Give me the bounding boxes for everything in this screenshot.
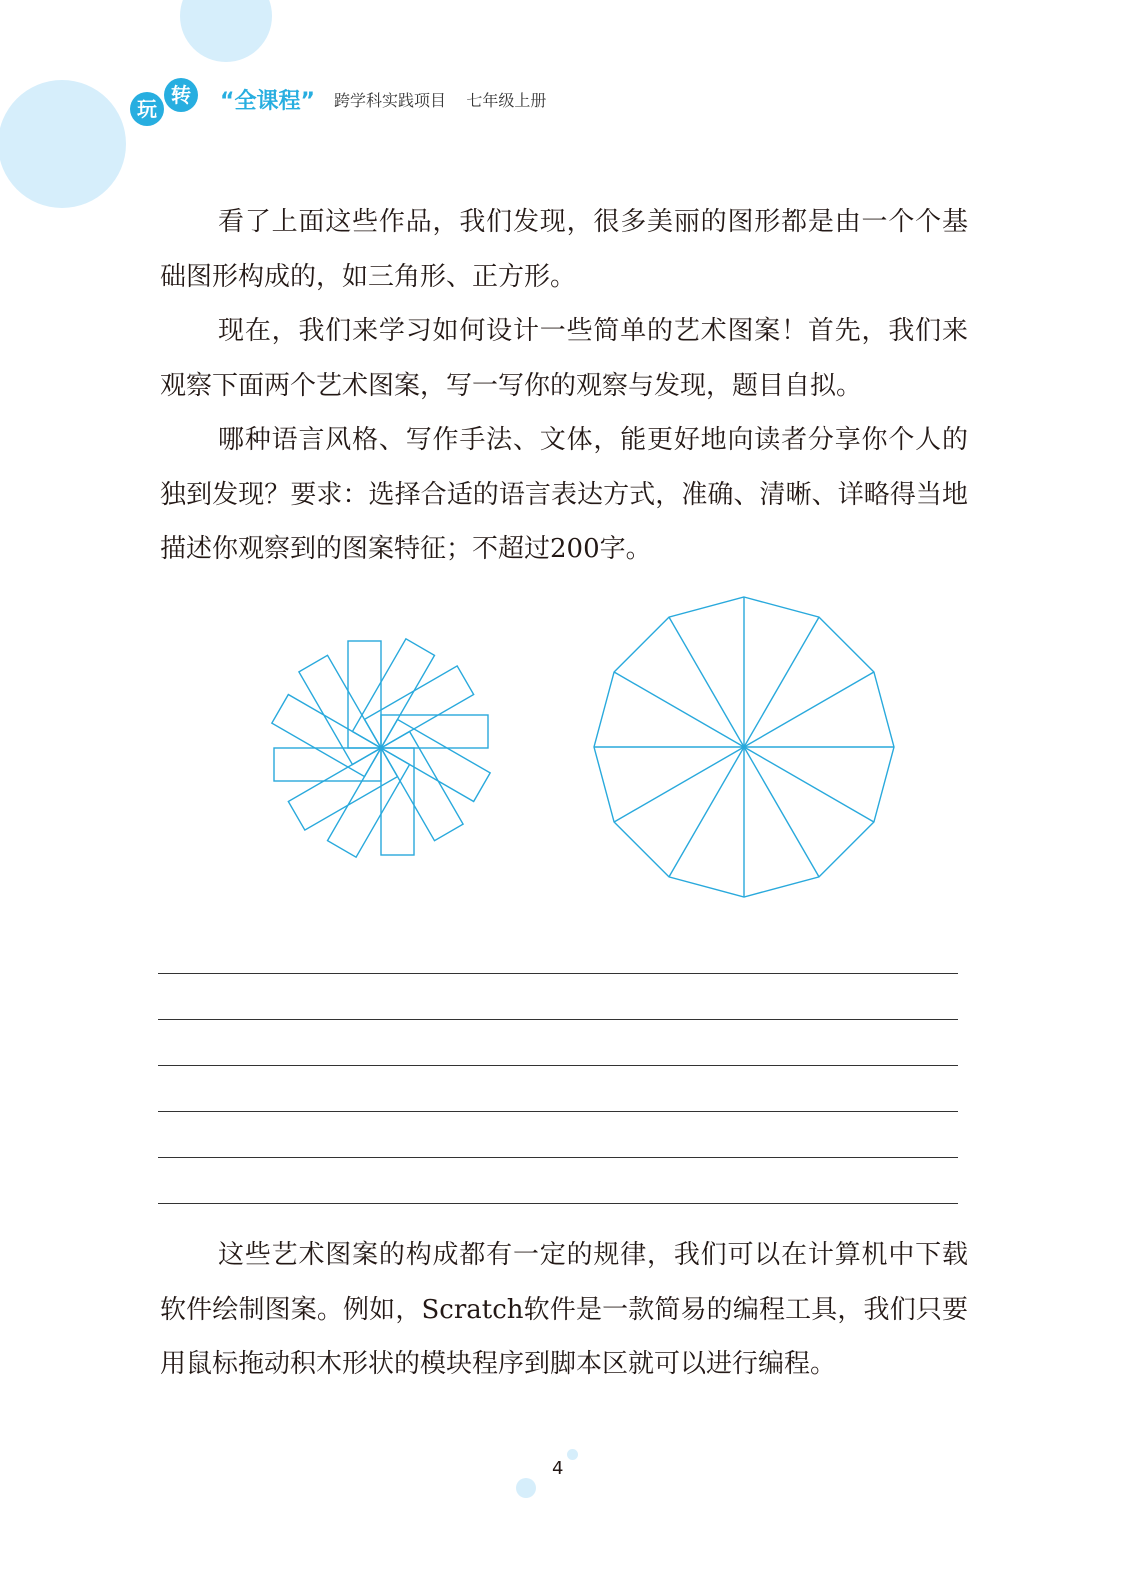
writing-line[interactable] (158, 1157, 958, 1158)
pattern-square (381, 719, 490, 801)
writing-line[interactable] (158, 1111, 958, 1112)
pattern-square (328, 748, 410, 857)
logo-char-2: 转 (164, 78, 198, 112)
decor-circle-top (180, 0, 272, 62)
writing-line[interactable] (158, 973, 958, 974)
page-number: 4 (552, 1458, 564, 1479)
writing-line[interactable] (158, 1203, 958, 1204)
writing-line[interactable] (158, 1065, 958, 1066)
decor-dot-small (567, 1449, 578, 1460)
decor-circle-large (0, 80, 126, 208)
logo-char-1: 玩 (130, 92, 164, 126)
pattern-spoke (744, 672, 874, 747)
pattern-spoke (744, 747, 874, 822)
pattern-spoke (614, 747, 744, 822)
pattern-spoke (744, 747, 819, 877)
pattern-spoke (669, 617, 744, 747)
paragraph-closing: 这些艺术图案的构成都有一定的规律，我们可以在计算机中下载软件绘制图案。例如，Scratch软件是一款简易的编程工具，我们只要用鼠标拖动积木形状的模块程序到脚本区就可以进行编程。 (160, 1240, 968, 1379)
header-brand: “全课程” (220, 89, 315, 114)
paragraph-1: 看了上面这些作品，我们发现，很多美丽的图形都是由一个个基础图形构成的，如三角形、正方形。 (160, 207, 968, 292)
pattern-spoke (614, 672, 744, 747)
art-pattern-figures (220, 590, 920, 910)
decor-dot-medium (516, 1478, 536, 1498)
rotated-squares-pattern (272, 639, 490, 857)
pattern-spoke (744, 617, 819, 747)
paragraph-3: 哪种语言风格、写作手法、文体，能更好地向读者分享你个人的独到发现？要求：选择合适的语言表达方式，准确、清晰、详略得当地描述你观察到的图案特征；不超过200字。 (160, 425, 968, 564)
writing-line[interactable] (158, 1019, 958, 1020)
header-subtitle: 跨学科实践项目 七年级上册 (334, 91, 547, 110)
pattern-square (352, 639, 434, 748)
running-header (220, 84, 546, 115)
dodecagon-triangles-pattern (594, 597, 894, 897)
pattern-square (272, 695, 381, 777)
series-logo (128, 78, 208, 128)
paragraph-2: 现在，我们来学习如何设计一些简单的艺术图案！首先，我们来观察下面两个艺术图案，写一写你的观察与发现，题目自拟。 (160, 316, 968, 401)
pattern-spoke (669, 747, 744, 877)
